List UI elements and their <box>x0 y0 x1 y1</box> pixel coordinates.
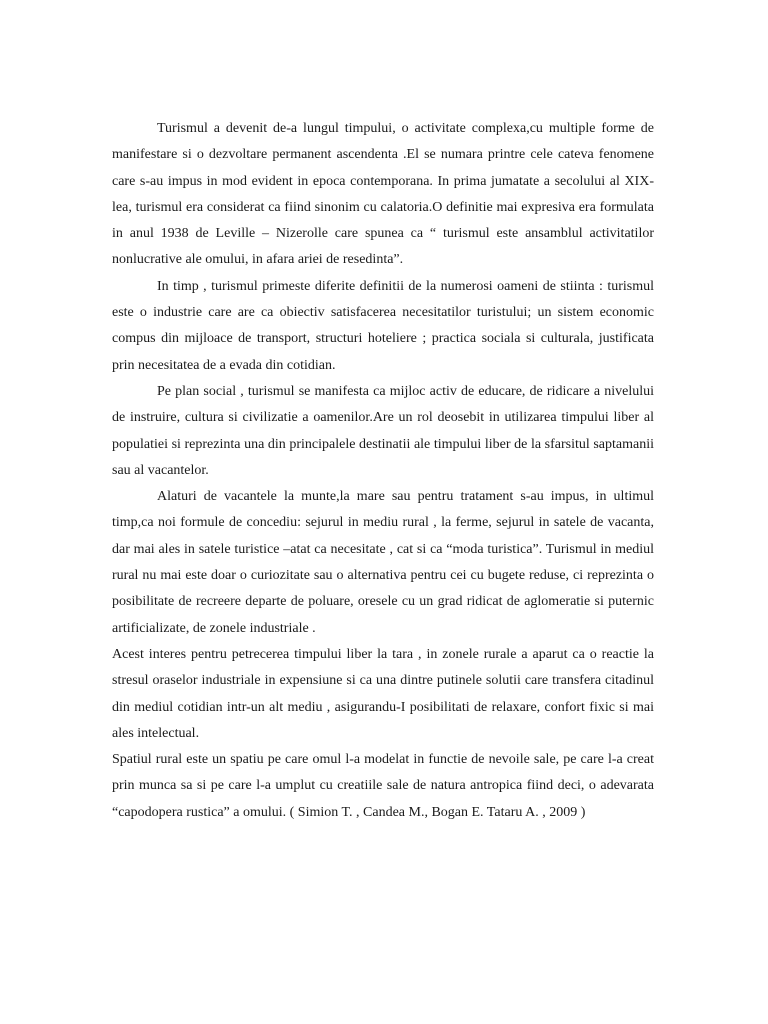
paragraph-6: Spatiul rural este un spatiu pe care omul l-a modelat in functie de nevoile sale, pe care l-a creat prin munca sa si pe care l-a umplut cu creatiile sale de natura antropica fiind deci, o adevarata “capodopera rustica” a omului. ( Simion T. , Candea M., Bogan E. Tataru A. , 2009 ) <box>112 752 654 820</box>
paragraph-4: Alaturi de vacantele la munte,la mare sau pentru tratament s-au impus, in ultimul timp,ca noi formule de concediu: sejurul in mediu rural , la ferme, sejurul in satele de vacanta, dar mai ales in satele turistice –atat ca necesitate , cat si ca “moda turistica”. Turismul in mediul rural nu mai este doar o curiozitate sau o alternativa pentru cei cu bugete reduse, ci reprezinta o posibilitate de recreere departe de poluare, oresele cu un grad ridicat de aglomeratie si puternic artificializate, de zonele industriale . <box>112 489 654 636</box>
document-body <box>112 116 654 826</box>
paragraph-3: Pe plan social , turismul se manifesta ca mijloc activ de educare, de ridicare a nivelului de instruire, cultura si civilizatie a oamenilor.Are un rol deosebit in utilizarea timpului liber al populatiei si reprezinta una din principalele destinatii ale timpului liber de la sfarsitul saptamanii sau al vacantelor. <box>112 383 654 478</box>
paragraph-2: In timp , turismul primeste diferite definitii de la numerosi oameni de stiinta : turismul este o industrie care are ca obiectiv satisfacerea necesitatilor turistului; un sistem economic compus din mijloace de transport, structuri hoteliere ; practica sociala si culturala, justificata prin necesitatea de a evada din cotidian. <box>112 278 654 373</box>
paragraph-1: Turismul a devenit de-a lungul timpului, o activitate complexa,cu multiple forme de manifestare si o dezvoltare permanent ascendenta .El se numara printre cele cateva fenomene care s-au impus in mod evident in epoca contemporana. In prima jumatate a secolului al XIX-lea, turismul era considerat ca fiind sinonim cu calatoria.O definitie mai expresiva era formulata in anul 1938 de Leville – Nizerolle care spunea ca “ turismul este ansamblul activitatilor nonlucrative ale omului, in afara ariei de resedinta”. <box>112 121 654 268</box>
paragraph-5: Acest interes pentru petrecerea timpului liber la tara , in zonele rurale a aparut ca o reactie la stresul oraselor industriale in expensiune si ca una dintre putinele solutii care transfera citadinul din mediul cotidian intr-un alt mediu , asigurandu-I posibilitati de relaxare, confort fixic si mai ales intelectual. <box>112 646 654 741</box>
